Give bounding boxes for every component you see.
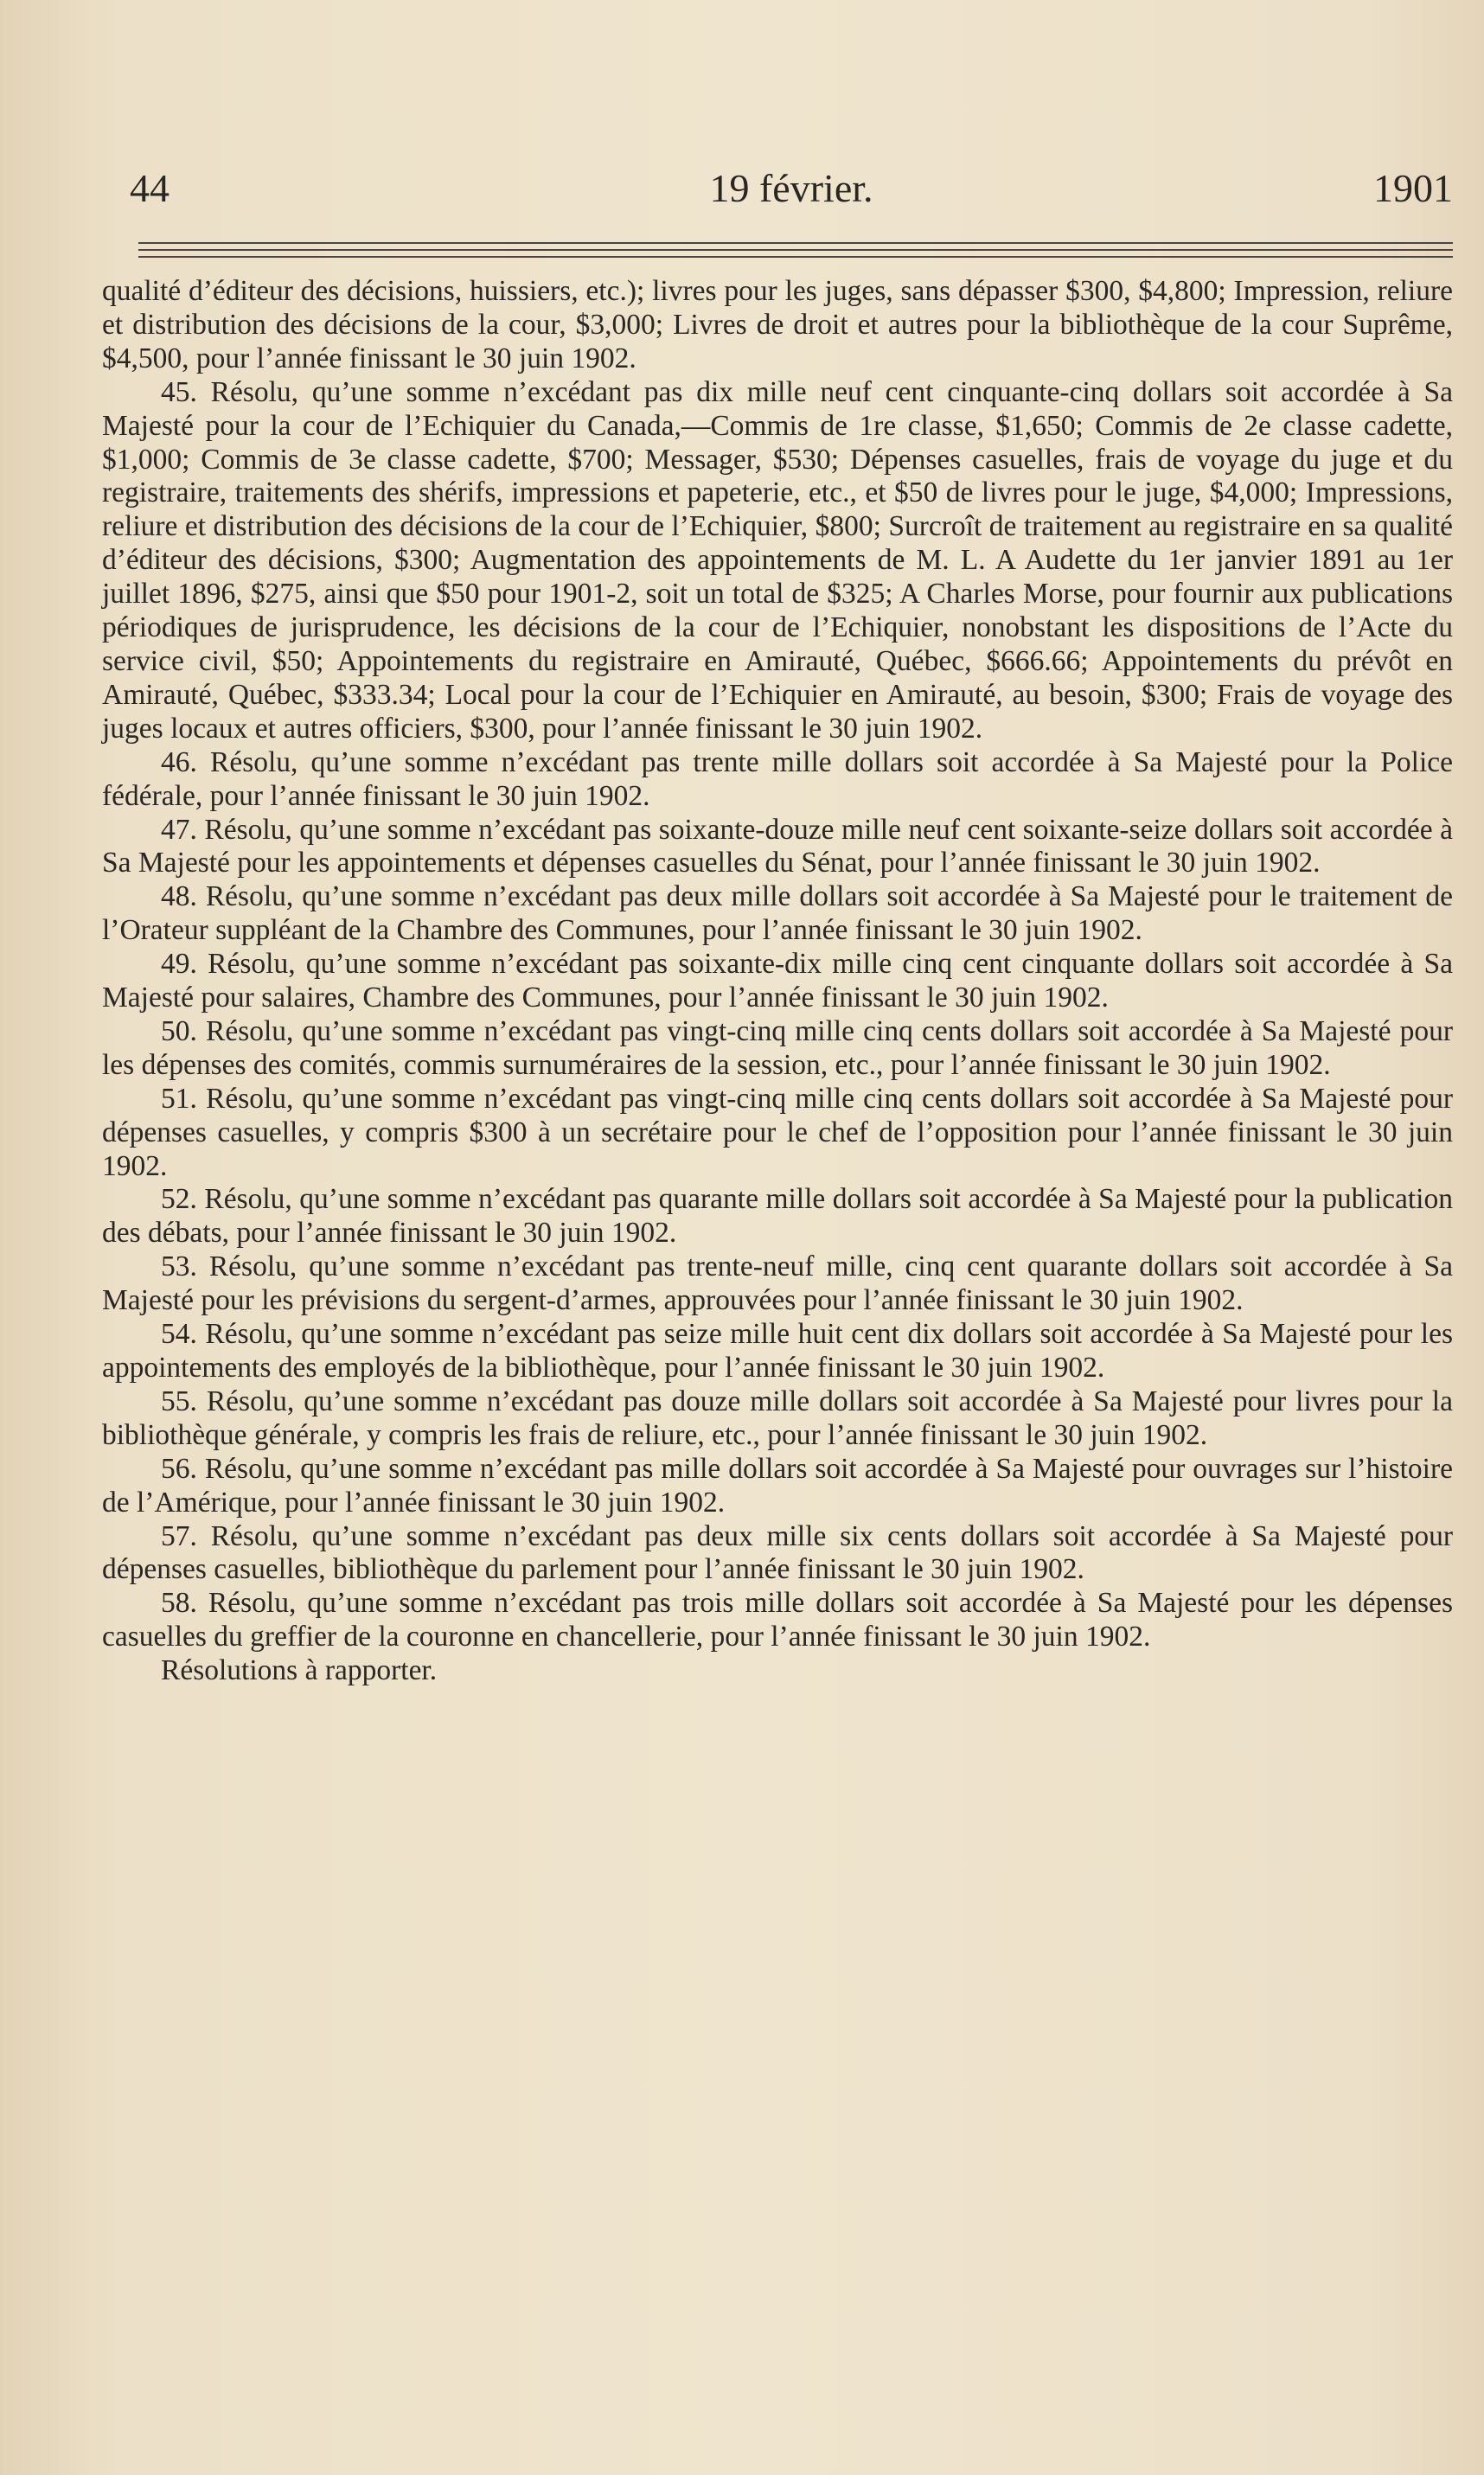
page-number: 44 xyxy=(130,166,170,210)
header-rule xyxy=(138,256,1453,258)
resolution-45: 45. Résolu, qu’une somme n’excédant pas dix mille neuf cent cinquante-cinq dollars soit accordée à Sa Majesté pour la cour de l’Echiquier du Canada,—Commis de 1re classe, $1,650; Commis de 2e classe cadette, $1,000; Commis de 3e classe cadette, $700; Messager, $530; Dépenses casuelles, frais de voyage du juge et du registraire, traitements des shérifs, impressions et papeterie, etc., et $50 de livres pour le juge, $4,000; Impressions, reliure et distribution des décisions de la cour de l’Echiquier, $800; Surcroît de traitement au registraire en sa qualité d’éditeur des décisions, $300; Augmentation des appointements de M. L. A Audette du 1er janvier 1891 au 1er juillet 1896, $275, ainsi que $50 pour 1901-2, soit un total de $325; A Charles Morse, pour fournir aux publications périodiques de jurisprudence, les décisions de la cour de l’Echiquier, nonobstant les dispositions de l’Acte du service civil, $50; Appointements du registraire en Amirauté, Québec, $666.66; Appointements du prévôt en Amirauté, Québec, $333.34; Local pour la cour de l’Echiquier en Amirauté, au besoin, $300; Frais de voyage des juges locaux et autres officiers, $300, pour l’année finissant le 30 juin 1902. xyxy=(102,375,1453,745)
paragraph-continuation: qualité d’éditeur des décisions, huissiers, etc.); livres pour les juges, sans dépasser $300, $4,800; Impression, reliure et distribution des décisions de la cour, $3,000; Livres de droit et autres pour la bibliothèque de la cour Suprême, $4,500, pour l’année finissant le 30 juin 1902. xyxy=(102,275,1453,374)
resolution-56: 56. Résolu, qu’une somme n’excédant pas mille dollars soit accordée à Sa Majesté pour ouvrages sur l’histoire de l’Amérique, pour l’année finissant le 30 juin 1902. xyxy=(102,1452,1453,1519)
resolution-48: 48. Résolu, qu’une somme n’excédant pas deux mille dollars soit accordée à Sa Majesté pour le traitement de l’Orateur suppléant de la Chambre des Communes, pour l’année finissant le 30 juin 1902. xyxy=(102,880,1453,947)
resolution-52: 52. Résolu, qu’une somme n’excédant pas quarante mille dollars soit accordée à Sa Majesté pour la publication des débats, pour l’année finissant le 30 juin 1902. xyxy=(102,1183,1453,1250)
resolution-46: 46. Résolu, qu’une somme n’excédant pas trente mille dollars soit accordée à Sa Majesté pour la Police fédérale, pour l’année finissant le 30 juin 1902. xyxy=(102,745,1453,812)
document-body xyxy=(102,275,1453,1688)
resolution-49: 49. Résolu, qu’une somme n’excédant pas soixante-dix mille cinq cent cinquante dollars soit accordée à Sa Majesté pour salaires, Chambre des Communes, pour l’année finissant le 30 juin 1902. xyxy=(102,948,1453,1014)
page-date: 19 février. xyxy=(709,166,873,210)
resolution-53: 53. Résolu, qu’une somme n’excédant pas trente-neuf mille, cinq cent quarante dollars soit accordée à Sa Majesté pour les prévisions du sergent-d’armes, approuvées pour l’année finissant le 30 juin 1902. xyxy=(102,1250,1453,1317)
resolution-55: 55. Résolu, qu’une somme n’excédant pas douze mille dollars soit accordée à Sa Majesté pour livres pour la bibliothèque générale, y compris les frais de reliure, etc., pour l’année finissant le 30 juin 1902. xyxy=(102,1385,1453,1451)
header-rule xyxy=(138,249,1453,251)
closing-line: Résolutions à rapporter. xyxy=(161,1654,438,1687)
resolution-51: 51. Résolu, qu’une somme n’excédant pas vingt-cinq mille cinq cents dollars soit accordée à Sa Majesté pour dépenses casuelles, y compris $300 à un secrétaire pour le chef de l’opposition pour l’année finissant le 30 juin 1902. xyxy=(102,1082,1453,1182)
resolution-57: 57. Résolu, qu’une somme n’excédant pas deux mille six cents dollars soit accordée à Sa Majesté pour dépenses casuelles, bibliothèque du parlement pour l’année finissant le 30 juin 1902. xyxy=(102,1519,1453,1586)
page-year: 1901 xyxy=(1373,166,1453,210)
header-rule xyxy=(138,242,1453,244)
resolution-47: 47. Résolu, qu’une somme n’excédant pas soixante-douze mille neuf cent soixante-seize dollars soit accordée à Sa Majesté pour les appointements et dépenses casuelles du Sénat, pour l’année finissant le 30 juin 1902. xyxy=(102,813,1453,879)
resolution-54: 54. Résolu, qu’une somme n’excédant pas seize mille huit cent dix dollars soit accordée à Sa Majesté pour les appointements des employés de la bibliothèque, pour l’année finissant le 30 juin 1902. xyxy=(102,1318,1453,1384)
page-header xyxy=(130,163,1453,214)
resolution-50: 50. Résolu, qu’une somme n’excédant pas vingt-cinq mille cinq cents dollars soit accordée à Sa Majesté pour les dépenses des comités, commis surnuméraires de la session, etc., pour l’année finissant le 30 juin 1902. xyxy=(102,1014,1453,1081)
resolution-58: 58. Résolu, qu’une somme n’excédant pas trois mille dollars soit accordée à Sa Majesté pour les dépenses casuelles du greffier de la couronne en chancellerie, pour l’année finissant le 30 juin 1902. xyxy=(102,1587,1453,1653)
